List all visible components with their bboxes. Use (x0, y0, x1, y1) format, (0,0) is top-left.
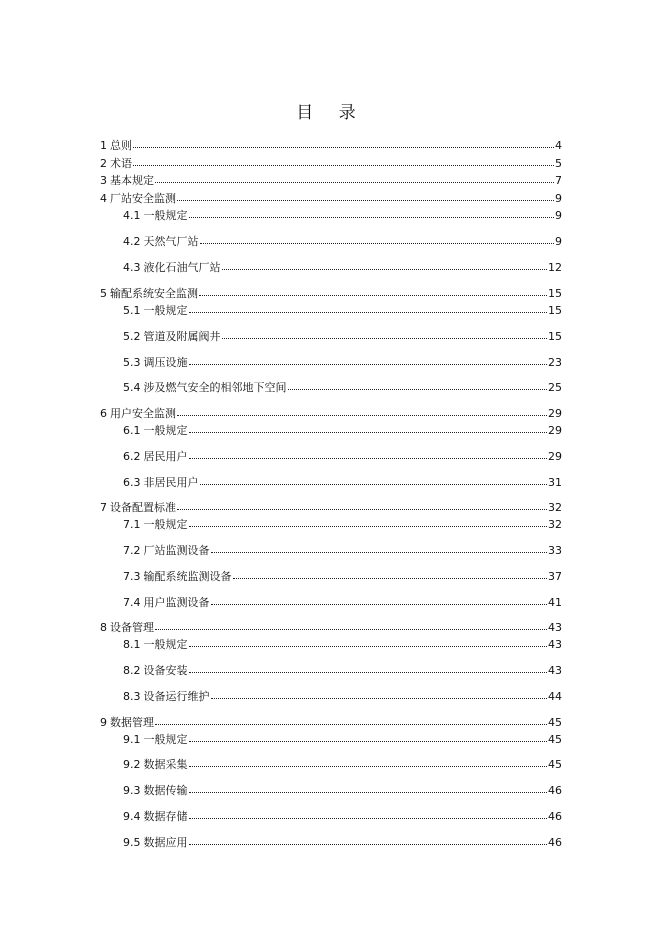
toc-entry-title: 总则 (110, 139, 132, 152)
toc-entry-title: 设备安装 (143, 664, 188, 677)
toc-entry-page: 25 (548, 381, 562, 394)
toc-entry-number: 4.2 (123, 235, 141, 248)
toc-entry-page: 12 (548, 261, 562, 274)
toc-entry-page: 46 (548, 810, 562, 823)
toc-entry-number: 8 (100, 621, 107, 634)
toc-entry-number: 4 (100, 192, 107, 205)
toc-entry-page: 43 (548, 621, 562, 634)
toc-entry-number: 7.2 (123, 544, 141, 557)
toc-entry-page: 4 (555, 139, 562, 152)
toc-entry[interactable] (123, 450, 562, 464)
toc-entry[interactable] (123, 209, 562, 223)
toc-entry-number: 9.2 (123, 758, 141, 771)
dot-leader (189, 783, 548, 793)
toc-entry-title: 厂站安全监测 (110, 192, 176, 205)
toc-entry-number: 7.1 (123, 518, 141, 531)
toc-entry-number: 6.3 (123, 476, 141, 489)
dot-leader (155, 715, 547, 725)
dot-leader (155, 173, 554, 183)
dot-leader (177, 191, 554, 201)
dot-leader (288, 380, 548, 390)
dot-leader (189, 835, 548, 845)
toc-entry-page: 44 (548, 690, 562, 703)
toc-entry-title: 涉及燃气安全的相邻地下空间 (143, 381, 287, 394)
toc-entry-title: 术语 (110, 157, 132, 170)
toc-entry[interactable] (123, 476, 562, 490)
toc-entry-number: 7 (100, 501, 107, 514)
toc-entry-title: 设备管理 (110, 621, 154, 634)
toc-entry[interactable] (123, 381, 562, 395)
toc-entry-title: 数据采集 (143, 758, 188, 771)
toc-entry-title: 设备运行维护 (143, 690, 210, 703)
toc-entry[interactable] (123, 784, 562, 798)
dot-leader (199, 286, 547, 296)
toc-entry[interactable] (123, 518, 562, 532)
toc-entry-title: 液化石油气厂站 (143, 261, 221, 274)
toc-entry-page: 33 (548, 544, 562, 557)
dot-leader (133, 156, 554, 166)
toc-entry-page: 29 (548, 407, 562, 420)
dot-leader (189, 449, 548, 459)
dot-leader (200, 475, 548, 485)
dot-leader (211, 689, 548, 699)
toc-entry[interactable] (100, 192, 562, 206)
toc-entry-number: 4.3 (123, 261, 141, 274)
toc-entry-number: 5.3 (123, 356, 141, 369)
toc-entry-number: 4.1 (123, 209, 141, 222)
dot-leader (189, 517, 548, 527)
toc-entry-title: 一般规定 (143, 518, 188, 531)
dot-leader (211, 543, 548, 553)
toc-entry-page: 29 (548, 450, 562, 463)
toc-entry-title: 调压设施 (143, 356, 188, 369)
toc-entry[interactable] (123, 544, 562, 558)
toc-entry-title: 用户安全监测 (110, 407, 176, 420)
toc-entry-page: 45 (548, 758, 562, 771)
toc-entry-title: 一般规定 (143, 424, 188, 437)
toc-entry-number: 9.5 (123, 836, 141, 849)
toc-entry[interactable] (100, 621, 562, 635)
dot-leader (222, 260, 548, 270)
dot-leader (177, 406, 547, 416)
dot-leader (155, 620, 547, 630)
dot-leader (189, 757, 548, 767)
toc-entry[interactable] (123, 304, 562, 318)
toc-entry-title: 输配系统监测设备 (143, 570, 232, 583)
toc-entry[interactable] (100, 501, 562, 515)
dot-leader (189, 809, 548, 819)
dot-leader (189, 355, 548, 365)
toc-entry-page: 29 (548, 424, 562, 437)
toc-entry-title: 基本规定 (110, 174, 154, 187)
toc-entry-title: 厂站监测设备 (143, 544, 210, 557)
toc-entry[interactable] (100, 287, 562, 301)
toc-entry-title: 管道及附属阀井 (143, 330, 221, 343)
toc-entry-title: 天然气厂站 (143, 235, 199, 248)
toc-entry-number: 9.3 (123, 784, 141, 797)
dot-leader (200, 234, 555, 244)
toc-entry-title: 用户监测设备 (143, 596, 210, 609)
toc-entry-number: 9 (100, 716, 107, 729)
toc-entry[interactable] (123, 690, 562, 704)
toc-entry-number: 6.2 (123, 450, 141, 463)
toc-entry-number: 1 (100, 139, 107, 152)
toc-entry-number: 9.1 (123, 733, 141, 746)
toc-entry-page: 31 (548, 476, 562, 489)
toc-entry-page: 9 (555, 192, 562, 205)
toc-entry-page: 45 (548, 733, 562, 746)
toc-entry[interactable] (123, 638, 562, 652)
dot-leader (189, 303, 548, 313)
toc-entry[interactable] (123, 733, 562, 747)
toc-entry[interactable] (100, 716, 562, 730)
dot-leader (233, 569, 548, 579)
toc-entry[interactable] (100, 157, 562, 171)
toc-entry[interactable] (123, 758, 562, 772)
toc-entry-page: 7 (555, 174, 562, 187)
toc-entry-number: 6 (100, 407, 107, 420)
toc-entry[interactable] (123, 235, 562, 249)
toc-entry-title: 设备配置标准 (110, 501, 176, 514)
toc-entry[interactable] (123, 356, 562, 370)
toc-entry[interactable] (123, 596, 562, 610)
toc-entry[interactable] (123, 570, 562, 584)
toc-entry-page: 46 (548, 784, 562, 797)
toc-entry-page: 37 (548, 570, 562, 583)
dot-leader (211, 595, 548, 605)
toc-entry-page: 9 (555, 209, 562, 222)
toc-entry-title: 数据管理 (110, 716, 154, 729)
toc-entry-title: 数据存储 (143, 810, 188, 823)
toc-entry-page: 41 (548, 596, 562, 609)
toc-entry-number: 7.4 (123, 596, 141, 609)
toc-entry-number: 9.4 (123, 810, 141, 823)
toc-entry-title: 一般规定 (143, 733, 188, 746)
toc-entry-number: 5 (100, 287, 107, 300)
toc-entry[interactable] (100, 174, 562, 188)
toc-entry-page: 32 (548, 518, 562, 531)
toc-entry-title: 居民用户 (143, 450, 188, 463)
toc-entry-page: 23 (548, 356, 562, 369)
toc-entry-title: 非居民用户 (143, 476, 199, 489)
dot-leader (222, 329, 548, 339)
dot-leader (189, 663, 548, 673)
toc-entry-page: 5 (555, 157, 562, 170)
dot-leader (177, 500, 547, 510)
toc-entry-number: 2 (100, 157, 107, 170)
toc-entry[interactable] (100, 407, 562, 421)
toc-entry[interactable] (123, 261, 562, 275)
toc-entry-number: 8.1 (123, 638, 141, 651)
dot-leader (189, 637, 548, 647)
toc-entry-number: 8.3 (123, 690, 141, 703)
toc-entry-number: 7.3 (123, 570, 141, 583)
toc-entry-page: 15 (548, 330, 562, 343)
toc-entry-page: 45 (548, 716, 562, 729)
toc-entry[interactable] (123, 424, 562, 438)
toc-entry-title: 输配系统安全监测 (110, 287, 198, 300)
toc-entry-number: 5.1 (123, 304, 141, 317)
toc-entry-page: 32 (548, 501, 562, 514)
dot-leader (189, 423, 548, 433)
dot-leader (189, 208, 555, 218)
toc-entry-number: 5.2 (123, 330, 141, 343)
toc-entry-title: 数据应用 (143, 836, 188, 849)
toc-title: 目 录 (296, 103, 366, 123)
toc-entry[interactable] (123, 836, 562, 850)
toc-entry[interactable] (123, 330, 562, 344)
toc-entry-page: 46 (548, 836, 562, 849)
toc-entry-number: 8.2 (123, 664, 141, 677)
toc-entry-page: 43 (548, 638, 562, 651)
toc-entry-page: 43 (548, 664, 562, 677)
toc-entry-title: 数据传输 (143, 784, 188, 797)
toc-entry-page: 9 (555, 235, 562, 248)
toc-entry-number: 6.1 (123, 424, 141, 437)
dot-leader (133, 138, 554, 148)
toc-entry[interactable] (123, 664, 562, 678)
toc-entry-title: 一般规定 (143, 304, 188, 317)
toc-entry-title: 一般规定 (143, 209, 188, 222)
toc-entry[interactable] (123, 810, 562, 824)
toc-entry[interactable] (100, 139, 562, 153)
toc-entry-number: 5.4 (123, 381, 141, 394)
toc-entry-number: 3 (100, 174, 107, 187)
toc-entry-page: 15 (548, 304, 562, 317)
dot-leader (189, 732, 548, 742)
toc-entry-title: 一般规定 (143, 638, 188, 651)
toc-entry-page: 15 (548, 287, 562, 300)
